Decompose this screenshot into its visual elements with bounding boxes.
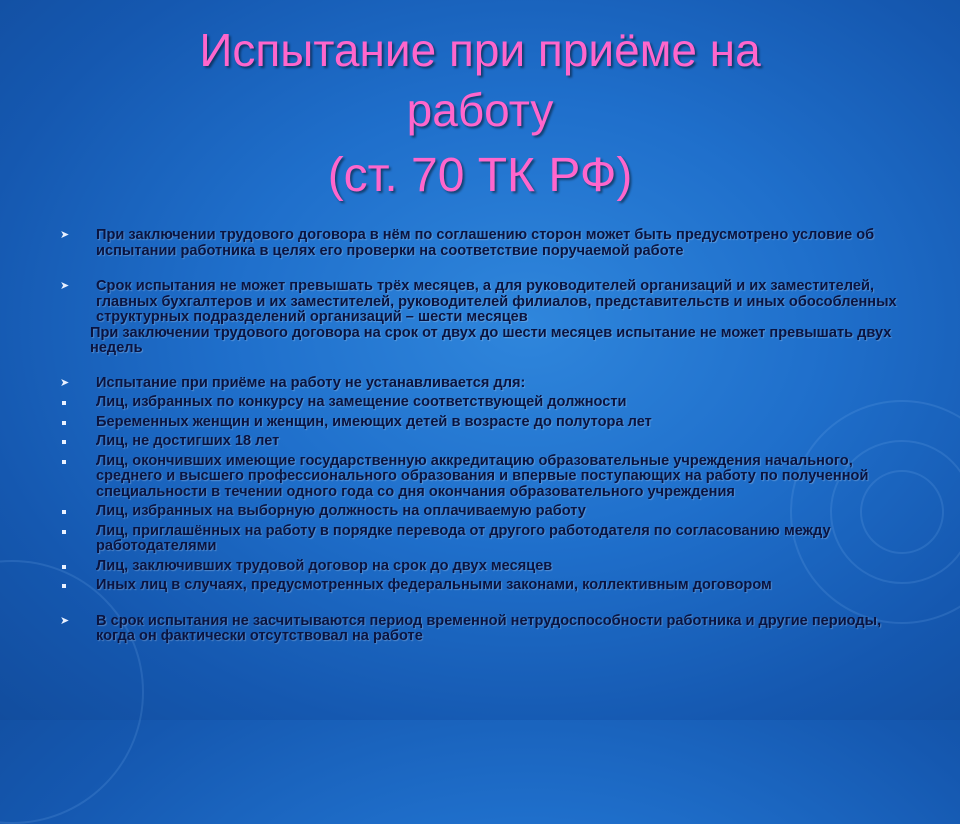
list-item <box>60 279 900 326</box>
title-line: (ст. 70 ТК РФ) <box>327 149 633 202</box>
point-text: При заключении трудового договора на срок от двух до шести месяцев испытание не может превышать двух недель <box>90 324 892 356</box>
list-item <box>60 454 900 501</box>
point-text: Лиц, заключивших трудовой договор на срок до двух месяцев <box>96 557 553 574</box>
title-line: Испытание при приёме на <box>199 24 761 76</box>
list-item <box>60 559 900 575</box>
square-bullet-icon <box>62 584 66 588</box>
arrow-bullet-icon: ➤ <box>60 614 70 627</box>
square-bullet-icon <box>62 530 66 534</box>
point-text: Срок испытания не может превышать трёх месяцев, а для руководителей организаций и их заместителей, главных бухгалтеров и их заместителей, руководителей филиалов, представительств и иных обособленных структурных подразделений организаций – шести месяцев <box>96 278 897 325</box>
arrow-bullet-icon: ➤ <box>60 229 70 241</box>
point-text: Иных лиц в случаях, предусмотренных федеральными законами, коллективным договором <box>96 577 772 593</box>
list-item <box>60 504 900 520</box>
list-item <box>60 395 900 411</box>
point-text: Лиц, избранных по конкурсу на замещение соответствующей должности <box>96 394 627 410</box>
slide-body <box>60 228 900 645</box>
square-bullet-icon <box>62 460 66 464</box>
point-text: Лиц, окончивших имеющие государственную аккредитацию образовательные учреждения начального, среднего и высшего профессионального образования и впервые поступающих на работу по полученной специальности в течении одного года со дня окончания образовательного учреждения <box>96 452 869 500</box>
point-text: Лиц, избранных на выборную должность на оплачиваемую работу <box>96 503 586 519</box>
list-item <box>60 524 900 555</box>
list-item <box>60 578 900 594</box>
list-item <box>60 228 900 259</box>
square-bullet-icon <box>62 510 66 514</box>
square-bullet-icon <box>62 565 66 569</box>
list-item <box>60 376 900 392</box>
point-text: Лиц, не достигших 18 лет <box>96 433 280 449</box>
square-bullet-icon <box>62 421 66 425</box>
square-bullet-icon <box>62 440 66 444</box>
list-item <box>60 434 900 450</box>
list-item <box>60 614 900 645</box>
point-text: Лиц, приглашённых на работу в порядке перевода от другого работодателя по согласованию между работодателями <box>96 522 831 554</box>
title-line: работу <box>406 84 554 136</box>
arrow-bullet-icon: ➤ <box>60 376 70 389</box>
slide-title <box>0 20 960 208</box>
square-bullet-icon <box>62 401 66 405</box>
point-text: Беременных женщин и женщин, имеющих детей в возрасте до полутора лет <box>96 413 652 430</box>
list-item <box>60 415 900 431</box>
arrow-bullet-icon: ➤ <box>60 280 70 292</box>
point-text: При заключении трудового договора в нём по соглашению сторон может быть предусмотрено условие об испытании работника в целях его проверки на соответствие поручаемой работе <box>96 227 875 259</box>
point-text: В срок испытания не засчитываются период временной нетрудоспособности работника и другие периоды, когда он фактически отсутствовал на работе <box>96 612 882 644</box>
point-text: Испытание при приёме на работу не устанавливается для: <box>96 374 526 391</box>
